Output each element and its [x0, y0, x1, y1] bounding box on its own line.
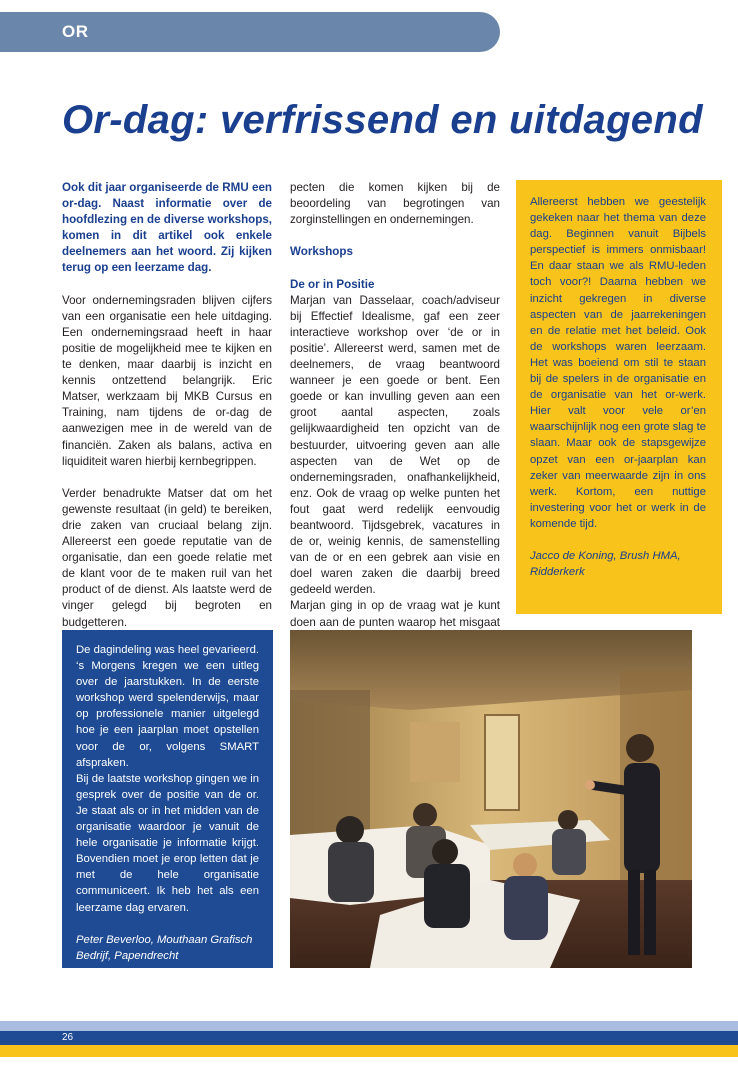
- quote-box-blue: [62, 630, 273, 968]
- column-left: [62, 180, 272, 647]
- subheading-workshops: Workshops: [290, 245, 353, 259]
- quote-text: De dagindeling was heel gevarieerd. ‘s Morgens kregen we een uitleg over de jaarstukken. In de eerste workshop werd spelenderwijs, maar op professionele manier uitgelegd hoe je een jaarplan moet opstellen voor de or, volgens SMART afspraken.: [76, 644, 259, 769]
- subheading-or-in-positie: De or in Positie: [290, 277, 375, 291]
- paragraph: Verder benadrukte Matser dat om het gewenste resultaat (in geld) te bereiken, drie zaken van cruciaal belang zijn. Allereerst een goede reputatie van de organisatie, dan een goede relatie met de klant voor de te maken ruil van het product of de dienst. Als laatste werd de vinger gelegd bij begroten en budgetteren.: [62, 486, 272, 629]
- footer-band-blue: [0, 1031, 738, 1045]
- quote-text: Allereerst hebben we geestelijk gekeken naar het thema van deze dag. Beginnen vanuit Bijbels perspectief is immers onmisbaar! En daar staan we als RMU-leden toch voor?! Daarna hebben we inzicht gekregen in diverse aspecten van de jaarrekeningen en de relatie met het beleid. Ook de workshops waren leerzaam. Het was boeiend om stil te staan bij de spelers in de organisatie en de organisatie van het or-werk. Hier valt voor vele or’en waarschijnlijk nog een grote slag te slaan. Maar ook de stapsgewijze opzet van een or-jaarplan kan zeker van meerwaarde zijn in ons werk. Kortom, een nuttige investering voor het or werk in de komende tijd.: [530, 196, 706, 530]
- footer-band-light: [0, 1021, 738, 1031]
- article-title: Or-dag: verfrissend en uitdagend: [62, 98, 703, 142]
- workshop-photo: [290, 630, 692, 968]
- section-label: OR: [62, 22, 89, 41]
- quote-text: Bij de laatste workshop gingen we in gesprek over de positie van de or. Je staat als or in het midden van de organisatie waardoor je vanuit de hele organisatie je informatie krijgt. Bovendien moet je erop letten dat je met de hele organisatie communiceert. Ik heb het als een leerzame dag ervaren.: [76, 772, 259, 914]
- paragraph: pecten die komen kijken bij de beoordeling van begrotingen van zorginstellingen en ondernemingen.: [290, 181, 500, 227]
- article-lead: Ook dit jaar organiseerde de RMU een or-dag. Naast informatie over de hoofdlezing en de diverse workshops, komen in dit artikel ook enkele deelnemers aan het woord. Zij kijken terug op een leerzame dag.: [62, 181, 273, 275]
- quote-signature: Peter Beverloo, Mouthaan Grafisch Bedrijf, Papendrecht: [76, 933, 253, 962]
- paragraph: Marjan van Dasselaar, coach/adviseur bij Effectief Idealisme, gaf een zeer interactieve workshop over ‘de or in positie’. Allereerst werd, samen met de deelnemers, de vraag beantwoord wanneer je een goede or bent. Een goede or kan invulling geven aan een groot aantal aspecten, zoals gelijkwaardigheid ten opzicht van de bestuurder, uitvoering geven aan alle aspecten van de Wet op de ondernemingsraden, onafhankelijkheid, enz. Ook de vraag op welke punten het fout gaat werd redelijk eenvoudig beantwoord. Tijdsgebrek, vacatures in de or, weinig kennis, de samenstelling van de or en een gebrek aan visie en doel waren zaken die daarbij breed gedeeld werden.: [290, 293, 500, 597]
- column-middle: [290, 180, 500, 663]
- paragraph: Voor ondernemingsraden blijven cijfers van een organisatie een hele uitdaging. Een ondernemingsraad heeft in haar positie de mogelijkheid mee te kijken en te denken, maar daarbij is inzicht en kennis ontzettend belangrijk. Eric Matser, werkzaam bij MKB Cursus en Training, nam tijdens de or-dag de aanwezigen mee in de wereld van de financiën. Zaken als balans, activa en liquiditeit waren hierbij kernbegrippen.: [62, 293, 272, 468]
- footer-band-yellow: [0, 1045, 738, 1057]
- quote-signature: Jacco de Koning, Brush HMA, Ridderkerk: [530, 550, 681, 579]
- section-tab: [0, 12, 500, 52]
- paragraph: Marjan ging in op de vraag wat je kunt doen aan de punten waarop het misgaat: [290, 599, 500, 629]
- page-number: 26: [62, 1032, 74, 1043]
- quote-box-yellow: [516, 180, 722, 614]
- workshop-photo-illustration: [290, 630, 692, 968]
